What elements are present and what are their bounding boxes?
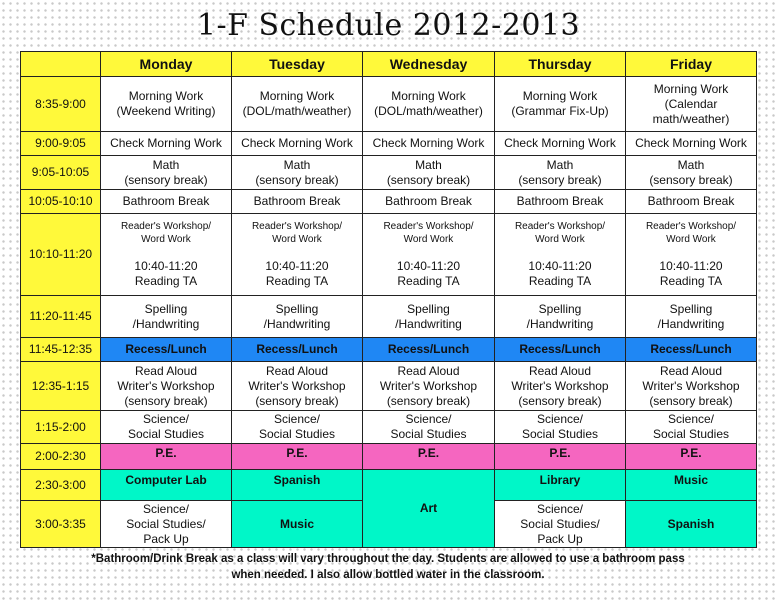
schedule-row xyxy=(21,470,757,501)
cell-line: Read Aloud xyxy=(659,363,723,378)
cell-line: Morning Work xyxy=(522,89,598,103)
special-cell: Art xyxy=(363,470,495,548)
schedule-cell: Bathroom Break xyxy=(626,190,757,214)
cell-line: 10:40-11:20 xyxy=(528,259,592,273)
cell-line: Reader's Workshop/ xyxy=(514,221,606,232)
schedule-row xyxy=(21,411,757,444)
schedule-row xyxy=(21,132,757,156)
schedule-cell xyxy=(232,214,363,296)
schedule-cell xyxy=(101,362,232,411)
cell-line: Morning Work xyxy=(653,81,729,96)
cell-line: Reading TA xyxy=(397,274,460,288)
schedule-cell: Check Morning Work xyxy=(101,132,232,156)
cell-line: Science/ xyxy=(405,412,452,426)
footnote-line: *Bathroom/Drink Break as a class will vary throughout the day. Students are allowed to use a bathroom pass xyxy=(91,553,685,565)
cell-line: Social Studies xyxy=(258,427,336,441)
schedule-cell xyxy=(363,411,495,444)
schedule-cell xyxy=(232,362,363,411)
cell-line: Word Work xyxy=(141,234,191,245)
cell-line: Reader's Workshop/ xyxy=(645,221,737,232)
cell-line: (DOL/math/weather) xyxy=(374,104,483,118)
cell-line: Writer's Workshop xyxy=(248,378,346,393)
cell-line: Read Aloud xyxy=(265,363,329,378)
cell-line: Spelling xyxy=(669,301,713,316)
cell-line: /Handwriting xyxy=(132,316,200,331)
schedule-cell xyxy=(363,296,495,338)
cell-line: (Grammar Fix-Up) xyxy=(511,104,609,118)
cell-line: (Calendar xyxy=(664,96,718,111)
schedule-row xyxy=(21,156,757,190)
cell-line: Reading TA xyxy=(528,274,592,288)
pe-cell: P.E. xyxy=(495,444,626,470)
schedule-cell: Check Morning Work xyxy=(626,132,757,156)
schedule-cell xyxy=(101,411,232,444)
special-cell: Music xyxy=(232,501,363,548)
schedule-cell xyxy=(495,362,626,411)
schedule-cell: Bathroom Break xyxy=(495,190,626,214)
cell-line: Science/ xyxy=(536,501,584,516)
time-slot: 10:10-11:20 xyxy=(21,214,101,296)
recess-cell: Recess/Lunch xyxy=(101,338,232,362)
schedule-cell xyxy=(101,296,232,338)
time-slot: 1:15-2:00 xyxy=(21,411,101,444)
recess-cell: Recess/Lunch xyxy=(363,338,495,362)
schedule-cell xyxy=(232,156,363,190)
schedule-cell: Bathroom Break xyxy=(363,190,495,214)
cell-line: (sensory break) xyxy=(255,393,339,408)
schedule-row xyxy=(21,296,757,338)
special-cell: Library xyxy=(495,470,626,501)
cell-line: 10:40-11:20 xyxy=(134,259,198,273)
cell-line: Read Aloud xyxy=(528,363,592,378)
cell-line: Science/ xyxy=(142,412,190,426)
cell-line: (sensory break) xyxy=(386,172,471,187)
day-header: Tuesday xyxy=(232,52,363,77)
page-title: 1-F Schedule 2012-2013 xyxy=(196,8,581,43)
schedule-row xyxy=(21,190,757,214)
recess-cell: Recess/Lunch xyxy=(626,338,757,362)
cell-line: Social Studies/ xyxy=(520,516,600,531)
cell-line: Spelling xyxy=(275,301,319,316)
time-slot: 12:35-1:15 xyxy=(21,362,101,411)
cell-line: Writer's Workshop xyxy=(117,378,215,393)
schedule-cell xyxy=(495,156,626,190)
day-header: Friday xyxy=(626,52,757,77)
schedule-cell xyxy=(626,77,757,132)
time-slot: 11:45-12:35 xyxy=(21,338,101,362)
cell-line: Social Studies xyxy=(390,427,467,441)
corner-cell xyxy=(21,52,101,77)
cell-line: Reading TA xyxy=(134,274,198,288)
pe-cell: P.E. xyxy=(232,444,363,470)
cell-line: Writer's Workshop xyxy=(511,378,609,393)
cell-line: Reading TA xyxy=(265,274,329,288)
time-slot: 3:00-3:35 xyxy=(21,501,101,548)
schedule-cell xyxy=(363,362,495,411)
schedule-cell xyxy=(363,214,495,296)
footnote-line: when needed. I also allow bottled water in the classroom. xyxy=(231,569,545,581)
schedule-row xyxy=(21,77,757,132)
schedule-cell xyxy=(626,214,757,296)
recess-cell: Recess/Lunch xyxy=(495,338,626,362)
cell-line: Social Studies xyxy=(521,427,599,441)
schedule-row xyxy=(21,338,757,362)
cell-line: 10:40-11:20 xyxy=(659,259,723,273)
cell-line: Math xyxy=(283,157,311,172)
schedule-cell: Bathroom Break xyxy=(232,190,363,214)
schedule-cell xyxy=(101,77,232,132)
schedule-cell: Bathroom Break xyxy=(101,190,232,214)
cell-line: (sensory break) xyxy=(518,172,602,187)
cell-line: (sensory break) xyxy=(386,393,471,408)
cell-line: /Handwriting xyxy=(395,316,462,331)
schedule-row xyxy=(21,362,757,411)
cell-line: (sensory break) xyxy=(124,172,208,187)
cell-line: (sensory break) xyxy=(518,393,602,408)
cell-line: Morning Work xyxy=(391,89,466,103)
cell-line: (Weekend Writing) xyxy=(116,104,216,118)
schedule-cell xyxy=(232,411,363,444)
cell-line: Spelling xyxy=(144,301,188,316)
cell-line: Reader's Workshop/ xyxy=(120,221,212,232)
cell-line: Social Studies xyxy=(652,427,730,441)
schedule-cell: Check Morning Work xyxy=(363,132,495,156)
pe-cell: P.E. xyxy=(626,444,757,470)
cell-line: Morning Work xyxy=(128,89,204,103)
schedule-row xyxy=(21,444,757,470)
cell-line: Math xyxy=(152,157,180,172)
time-slot: 9:05-10:05 xyxy=(21,156,101,190)
cell-line: Science/ xyxy=(536,412,584,426)
special-cell: Computer Lab xyxy=(101,470,232,501)
cell-line: (sensory break) xyxy=(649,172,733,187)
schedule-cell xyxy=(626,156,757,190)
schedule-cell xyxy=(232,296,363,338)
time-slot: 10:05-10:10 xyxy=(21,190,101,214)
cell-line: Read Aloud xyxy=(397,363,460,378)
schedule-cell xyxy=(363,77,495,132)
cell-line: Word Work xyxy=(535,234,585,245)
cell-line: Reader's Workshop/ xyxy=(251,221,343,232)
day-header-row xyxy=(21,52,757,77)
day-header: Monday xyxy=(101,52,232,77)
schedule-cell xyxy=(495,296,626,338)
cell-line: Spelling xyxy=(407,301,450,316)
schedule-row xyxy=(21,214,757,296)
schedule-cell xyxy=(495,411,626,444)
time-slot: 2:00-2:30 xyxy=(21,444,101,470)
cell-line: Read Aloud xyxy=(134,363,198,378)
cell-line: Writer's Workshop xyxy=(642,378,740,393)
schedule-cell xyxy=(495,214,626,296)
cell-line: Math xyxy=(677,157,705,172)
cell-line: Reading TA xyxy=(659,274,723,288)
cell-line: Social Studies/ xyxy=(126,516,206,531)
pe-cell: P.E. xyxy=(363,444,495,470)
time-slot: 9:00-9:05 xyxy=(21,132,101,156)
cell-line: Science/ xyxy=(667,412,715,426)
cell-line: Math xyxy=(546,157,574,172)
time-slot: 11:20-11:45 xyxy=(21,296,101,338)
day-header: Thursday xyxy=(495,52,626,77)
schedule-cell xyxy=(495,77,626,132)
cell-line: Word Work xyxy=(272,234,322,245)
special-cell: Spanish xyxy=(626,501,757,548)
footnote xyxy=(20,551,756,583)
schedule-cell xyxy=(495,501,626,548)
cell-line: Writer's Workshop xyxy=(379,378,478,393)
cell-line: Word Work xyxy=(666,234,716,245)
schedule-cell xyxy=(101,501,232,548)
time-slot: 2:30-3:00 xyxy=(21,470,101,501)
schedule-cell xyxy=(626,296,757,338)
cell-line: Science/ xyxy=(273,412,321,426)
schedule-cell: Check Morning Work xyxy=(232,132,363,156)
cell-line: (sensory break) xyxy=(124,393,208,408)
recess-cell: Recess/Lunch xyxy=(232,338,363,362)
cell-line: math/weather) xyxy=(652,111,730,126)
cell-line: (DOL/math/weather) xyxy=(242,104,352,118)
cell-line: Social Studies xyxy=(127,427,205,441)
cell-line: Science/ xyxy=(142,501,190,516)
schedule-cell xyxy=(101,214,232,296)
cell-line: Pack Up xyxy=(143,531,189,546)
cell-line: Reader's Workshop/ xyxy=(383,221,474,232)
day-header: Wednesday xyxy=(363,52,495,77)
cell-line: /Handwriting xyxy=(263,316,331,331)
schedule-cell xyxy=(626,362,757,411)
schedule-table xyxy=(20,51,757,548)
cell-line: Morning Work xyxy=(259,89,335,103)
cell-line: (sensory break) xyxy=(255,172,339,187)
pe-cell: P.E. xyxy=(101,444,232,470)
cell-line: /Handwriting xyxy=(526,316,594,331)
cell-line: (sensory break) xyxy=(649,393,733,408)
special-cell: Spanish xyxy=(232,470,363,501)
schedule-cell xyxy=(363,156,495,190)
cell-line: Pack Up xyxy=(537,531,583,546)
schedule-cell xyxy=(626,411,757,444)
cell-line: Word Work xyxy=(403,234,454,245)
special-cell: Music xyxy=(626,470,757,501)
time-slot: 8:35-9:00 xyxy=(21,77,101,132)
cell-line: Spelling xyxy=(538,301,582,316)
schedule-cell xyxy=(101,156,232,190)
cell-line: /Handwriting xyxy=(657,316,725,331)
cell-line: 10:40-11:20 xyxy=(396,259,461,273)
cell-line: 10:40-11:20 xyxy=(265,259,329,273)
cell-line: Math xyxy=(415,157,442,172)
schedule-cell: Check Morning Work xyxy=(495,132,626,156)
schedule-cell xyxy=(232,77,363,132)
